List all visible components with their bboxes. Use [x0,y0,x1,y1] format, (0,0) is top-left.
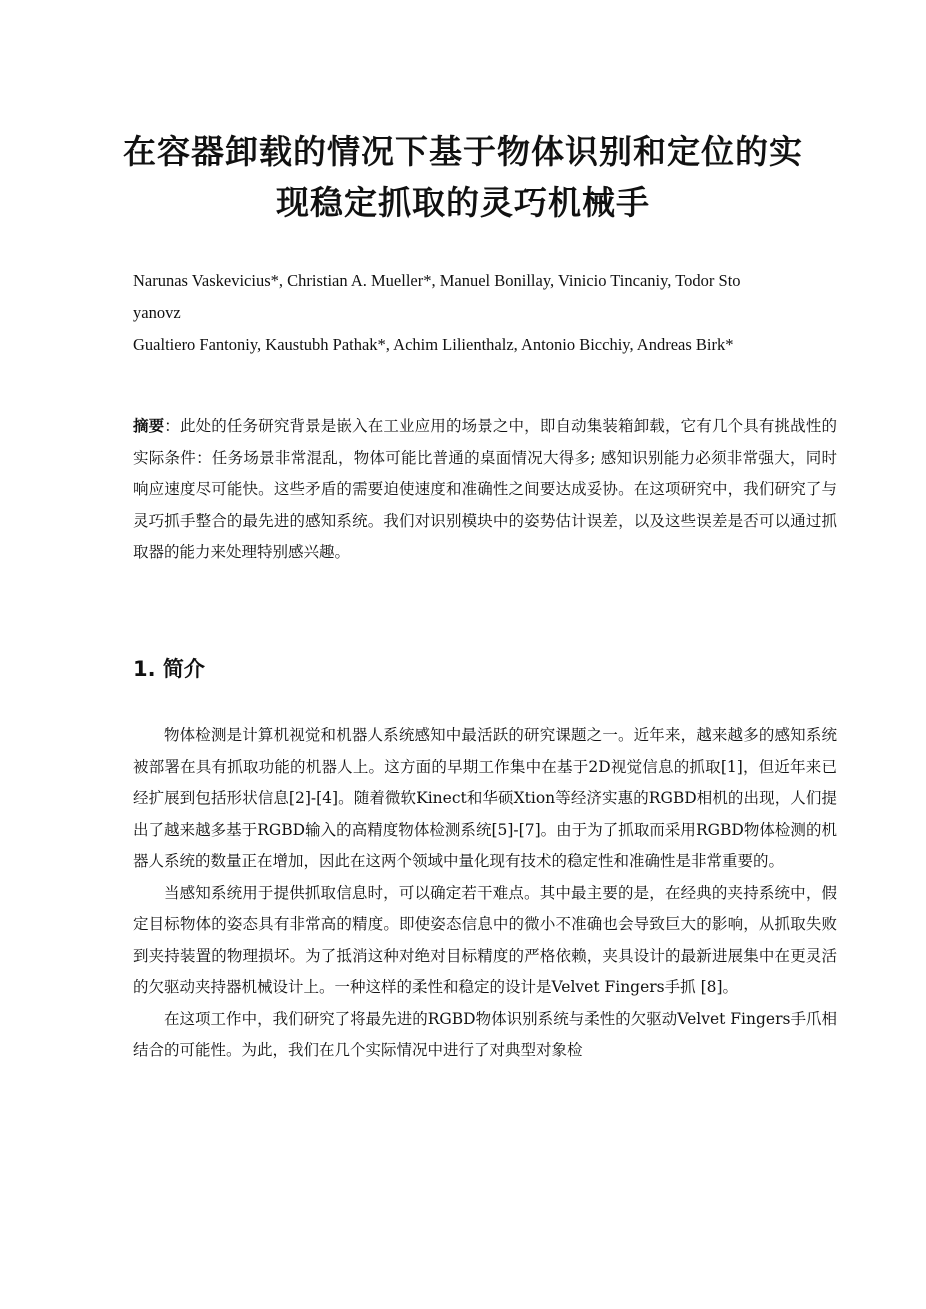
author-list [133,265,833,361]
section-heading-introduction: 1. 简介 [133,657,205,681]
title-line-2: 现稳定抓取的灵巧机械手 [276,183,650,222]
paragraph-3: 在这项工作中，我们研究了将最先进的RGBD物体识别系统与柔性的欠驱动Velvet Fingers手爪相结合的可能性。为此，我们在几个实际情况中进行了对典型对象检 [133,1009,837,1059]
paper-title [100,126,826,228]
authors-line-1: Narunas Vaskevicius*, Christian A. Mueller*, Manuel Bonillay, Vinicio Tincaniy, Todor Sto [133,271,741,290]
abstract-label: 摘要 [133,416,165,435]
authors-line-2: yanovz [133,303,181,322]
paragraph-1: 物体检测是计算机视觉和机器人系统感知中最活跃的研究课题之一。近年来，越来越多的感知系统被部署在具有抓取功能的机器人上。这方面的早期工作集中在基于2D视觉信息的抓取[1]，但近年来已经扩展到包括形状信息[2]-[4]。随着微软Kinect和华硕Xtion等经济实惠的RGBD相机的出现，人们提出了越来越多基于RGBD输入的高精度物体检测系统[5]-[7]。由于为了抓取而采用RGBD物体检测的机器人系统的数量正在增加，因此在这两个领域中量化现有技术的稳定性和准确性是非常重要的。 [133,726,837,870]
introduction-body [133,720,837,1067]
title-line-1: 在容器卸载的情况下基于物体识别和定位的实 [123,132,803,171]
abstract [133,410,837,569]
authors-line-3: Gualtiero Fantoniy, Kaustubh Pathak*, Achim Lilienthalz, Antonio Bicchiy, Andreas Birk* [133,335,734,354]
paragraph-2: 当感知系统用于提供抓取信息时，可以确定若干难点。其中最主要的是，在经典的夹持系统中，假定目标物体的姿态具有非常高的精度。即使姿态信息中的微小不准确也会导致巨大的影响，从抓取失败到夹持装置的物理损坏。为了抵消这种对绝对目标精度的严格依赖，夹具设计的最新进展集中在更灵活的欠驱动夹持器机械设计上。一种这样的柔性和稳定的设计是Velvet Fingers手抓 [8]。 [133,883,837,996]
abstract-text: ：此处的任务研究背景是嵌入在工业应用的场景之中，即自动集装箱卸载，它有几个具有挑战性的实际条件：任务场景非常混乱，物体可能比普通的桌面情况大得多; 感知识别能力必须非常强大，同时响应速度尽可能快。这些矛盾的需要迫使速度和准确性之间要达成妥协。在这项研究中，我们研究了与灵巧抓手整合的最先进的感知系统。我们对识别模块中的姿势估计误差，以及这些误差是否可以通过抓取器的能力来处理特别感兴趣。 [133,417,837,561]
